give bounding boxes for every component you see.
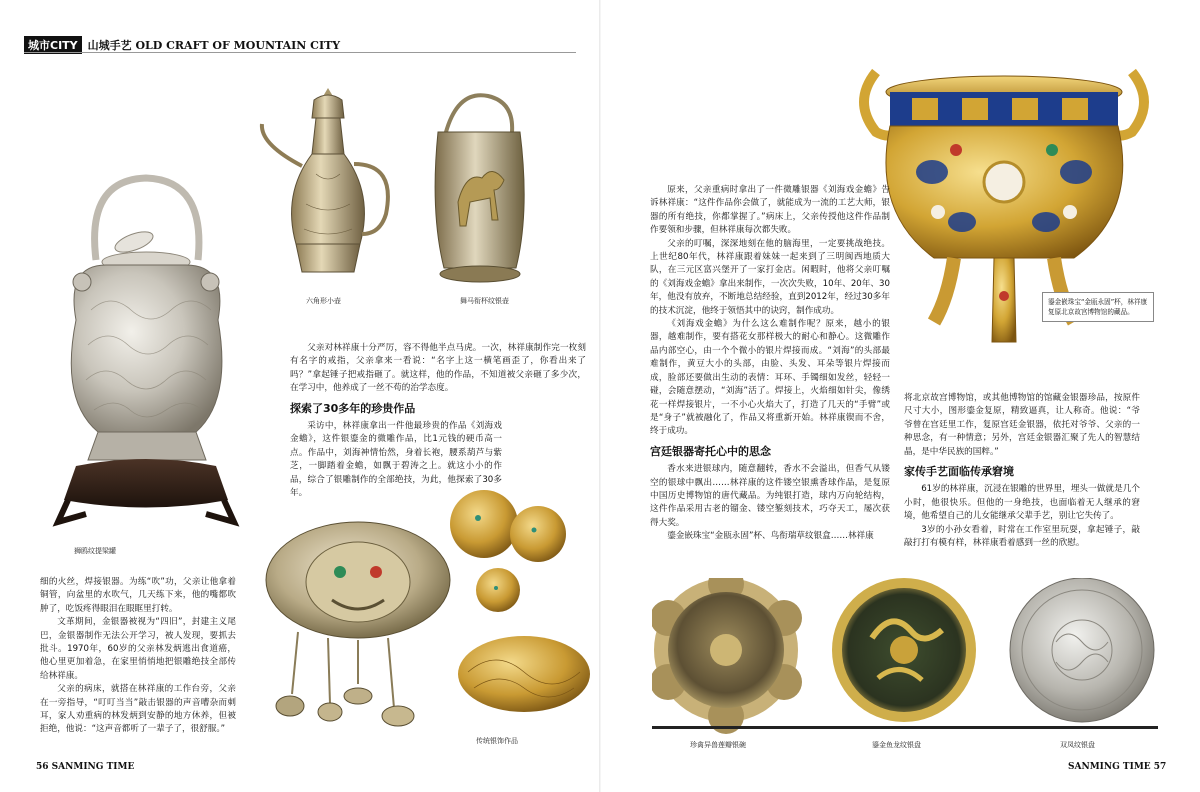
left-bottom-text <box>40 576 236 737</box>
paragraph: 采访中，林祥康拿出一件他最珍贵的作品《刘海戏金蟾》，这件银鎏金的微雕作品，比1元钱的硬币高一点。作品中，刘海神情怡然，身着长袍，腰系葫芦与紫芝，一脚踏着金蟾，如飘于碧涛之上。就这小小的作品，综合了银雕制作的全部绝技，为此，他探索了30多年。 <box>290 421 502 499</box>
paragraph: 鎏金嵌珠宝“金瓯永固”杯、鸟衔瑞草纹银盒……林祥康 <box>667 531 874 542</box>
section-heading: 宫廷银器寄托心中的思念 <box>650 444 771 458</box>
horse-cup-caption: 舞马衔杯纹银壶 <box>460 297 509 305</box>
hexagonal-pot-caption: 六角形小壶 <box>306 297 341 305</box>
paragraph: 《刘海戏金蟾》为什么这么难制作呢？原来，越小的银器，越难制作，要有搭花女那样极大的耐心和静心。这微雕作品内部空心，由一个个微小的银片焊接而成。“刘海”的头部最难制作，黄豆大小的头部，由脸、头发、耳朵等银片焊接而成，脸部还要做出生动的表情：耳环、手镯细如发丝，轻轻一碰，会随意摆动，“刘海”活了。焊接上，火焰细如针尖，像绣花一样焊接银片，一不小心火焰大了，打造了几天的“手臂”或是“身子”就被融化了，作品又将重新开始。林祥康锲而不舍，终于成功。 <box>650 319 890 437</box>
fish-plate-caption: 鎏金鱼龙纹银盘 <box>872 741 921 749</box>
jewelry-caption: 传统银饰作品 <box>476 737 518 745</box>
section-title: 山城手艺 OLD CRAFT OF MOUNTAIN CITY <box>87 39 341 52</box>
paragraph: 香水来进银球内，随意翻转，香水不会溢出，但香气从镂空的银球中飘出……林祥康的这件镂空银熏香球作品，是复原中国历史博物馆的唐代藏品。为纯银打造，球内万向轮结构，这件作品采用古老的镏金、镂空錾刻技术，巧夺天工，屡次获得大奖。 <box>650 464 890 528</box>
fish-plate <box>832 578 976 722</box>
phoenix-plate-caption: 双凤纹银盘 <box>1060 741 1095 749</box>
jewelry-photo <box>248 484 594 730</box>
lotus-bowl <box>652 578 802 734</box>
jar-callout: 鎏金嵌珠宝“金瓯永固”杯，林祥康复原北京故宫博物馆的藏品。 <box>1042 292 1154 322</box>
lion-pot-caption: 狮鸥纹提梁罐 <box>74 547 116 555</box>
header-rule <box>24 52 576 53</box>
paragraph: 将北京故宫博物馆，或其他博物馆的馆藏金银器珍品，按原件尺寸大小，图形鎏金复原，精致逼真，让人称奇。他说：“爷爷曾在宫廷里工作，复原宫廷金银器，依托对爷爷、父亲的一种思念，有一种情意；另外，宫廷金银器汇聚了先人的智慧结晶，是中华民族的国粹。” <box>904 393 1140 457</box>
section-heading: 探索了30多年的珍贵作品 <box>290 401 416 415</box>
lotus-bowl-caption: 珍禽异兽莲瓣银碗 <box>690 741 746 749</box>
spread-gutter <box>599 0 601 792</box>
right-col1-text <box>650 184 890 544</box>
left-mid-text <box>290 342 586 500</box>
hexagonal-pot-photo <box>256 84 402 292</box>
plates-photo <box>652 578 1158 734</box>
paragraph: 父亲的叮嘱，深深地刻在他的脑海里，一定要挑战绝技。上世纪80年代，林祥康跟着妹妹一起来到了三明闽西地质大队，在三元区富兴堡开了一家打金店。闲暇时，他将父亲叮嘱的《刘海戏金蟾》拿出来制作，一次次失败，10年、20年、30年，他没有放弃，不断地总结经验，直到2012年，经过30多年的技术沉淀，他终于领悟其中的诀窍，制作成功。 <box>650 238 890 316</box>
paragraph: 细的火丝，焊接银器。为练“吹”功，父亲让他拿着铜管，向盆里的水吹气，几天练下来，他的嘴都吹肿了，吃饭疼得眼泪在眼眶里打转。 <box>40 577 236 614</box>
lion-pot-photo <box>46 170 244 540</box>
paragraph: 原来，父亲重病时拿出了一件微雕银器《刘海戏金蟾》告诉林祥康：“这件作品你会做了，就能成为一流的工艺大师，银器的所有绝技，你都掌握了。”病床上，父亲传授他这件作品制作要领和步骤，但林祥康每次都失败。 <box>650 185 890 236</box>
page-number-left: 56 SANMING TIME <box>36 762 135 772</box>
paragraph: 父亲对林祥康十分严厉，容不得他半点马虎。一次，林祥康制作完一枚刻有名字的戒指，父亲拿来一看说：“名字上这一横笔画歪了，你看出来了吗？”拿起锤子把戒指砸了。就这样，他的作品，不知道被父亲砸了多少次，在学习中，他养成了一丝不苟的治学态度。 <box>290 343 586 394</box>
paragraph: 父亲的病床，就搭在林祥康的工作台旁，父亲在一旁指导，“叮叮当当”敲击银器的声音嘈杂而刺耳，家人劝重病的林发炳到安静的地方休养，但被拒绝，他说：“这声音都听了一辈子了，很舒服。” <box>40 684 236 735</box>
section-heading: 家传手艺面临传承窘境 <box>904 465 1014 479</box>
horse-cup-photo <box>428 92 532 292</box>
right-col2-text <box>904 392 1140 550</box>
page-number-right: SANMING TIME 57 <box>1068 762 1167 772</box>
paragraph: 文革期间，金银器被视为“四旧”，封建主义尾巴，金银器制作无法公开学习，被人发现，要抓去批斗。1970年，60岁的父亲林发炳逃出食道癌，他心里更加着急，在家里悄悄地把银雕绝技全部传给林祥康。 <box>40 617 236 681</box>
phoenix-plate <box>1010 578 1154 722</box>
section-badge: 城市CITY <box>24 36 82 54</box>
paragraph: 61岁的林祥康，沉浸在银雕的世界里，埋头一做就是几个小时，他很快乐。但他的一身绝技，也面临着无人继承的窘境，他希望自己的儿女能继承父辈手艺，别让它失传了。 <box>904 484 1140 522</box>
paragraph: 3岁的小孙女看着，时常在工作室里玩耍，拿起锤子，敲敲打打有模有样，林祥康看着感到一丝的欣慰。 <box>904 524 1140 549</box>
